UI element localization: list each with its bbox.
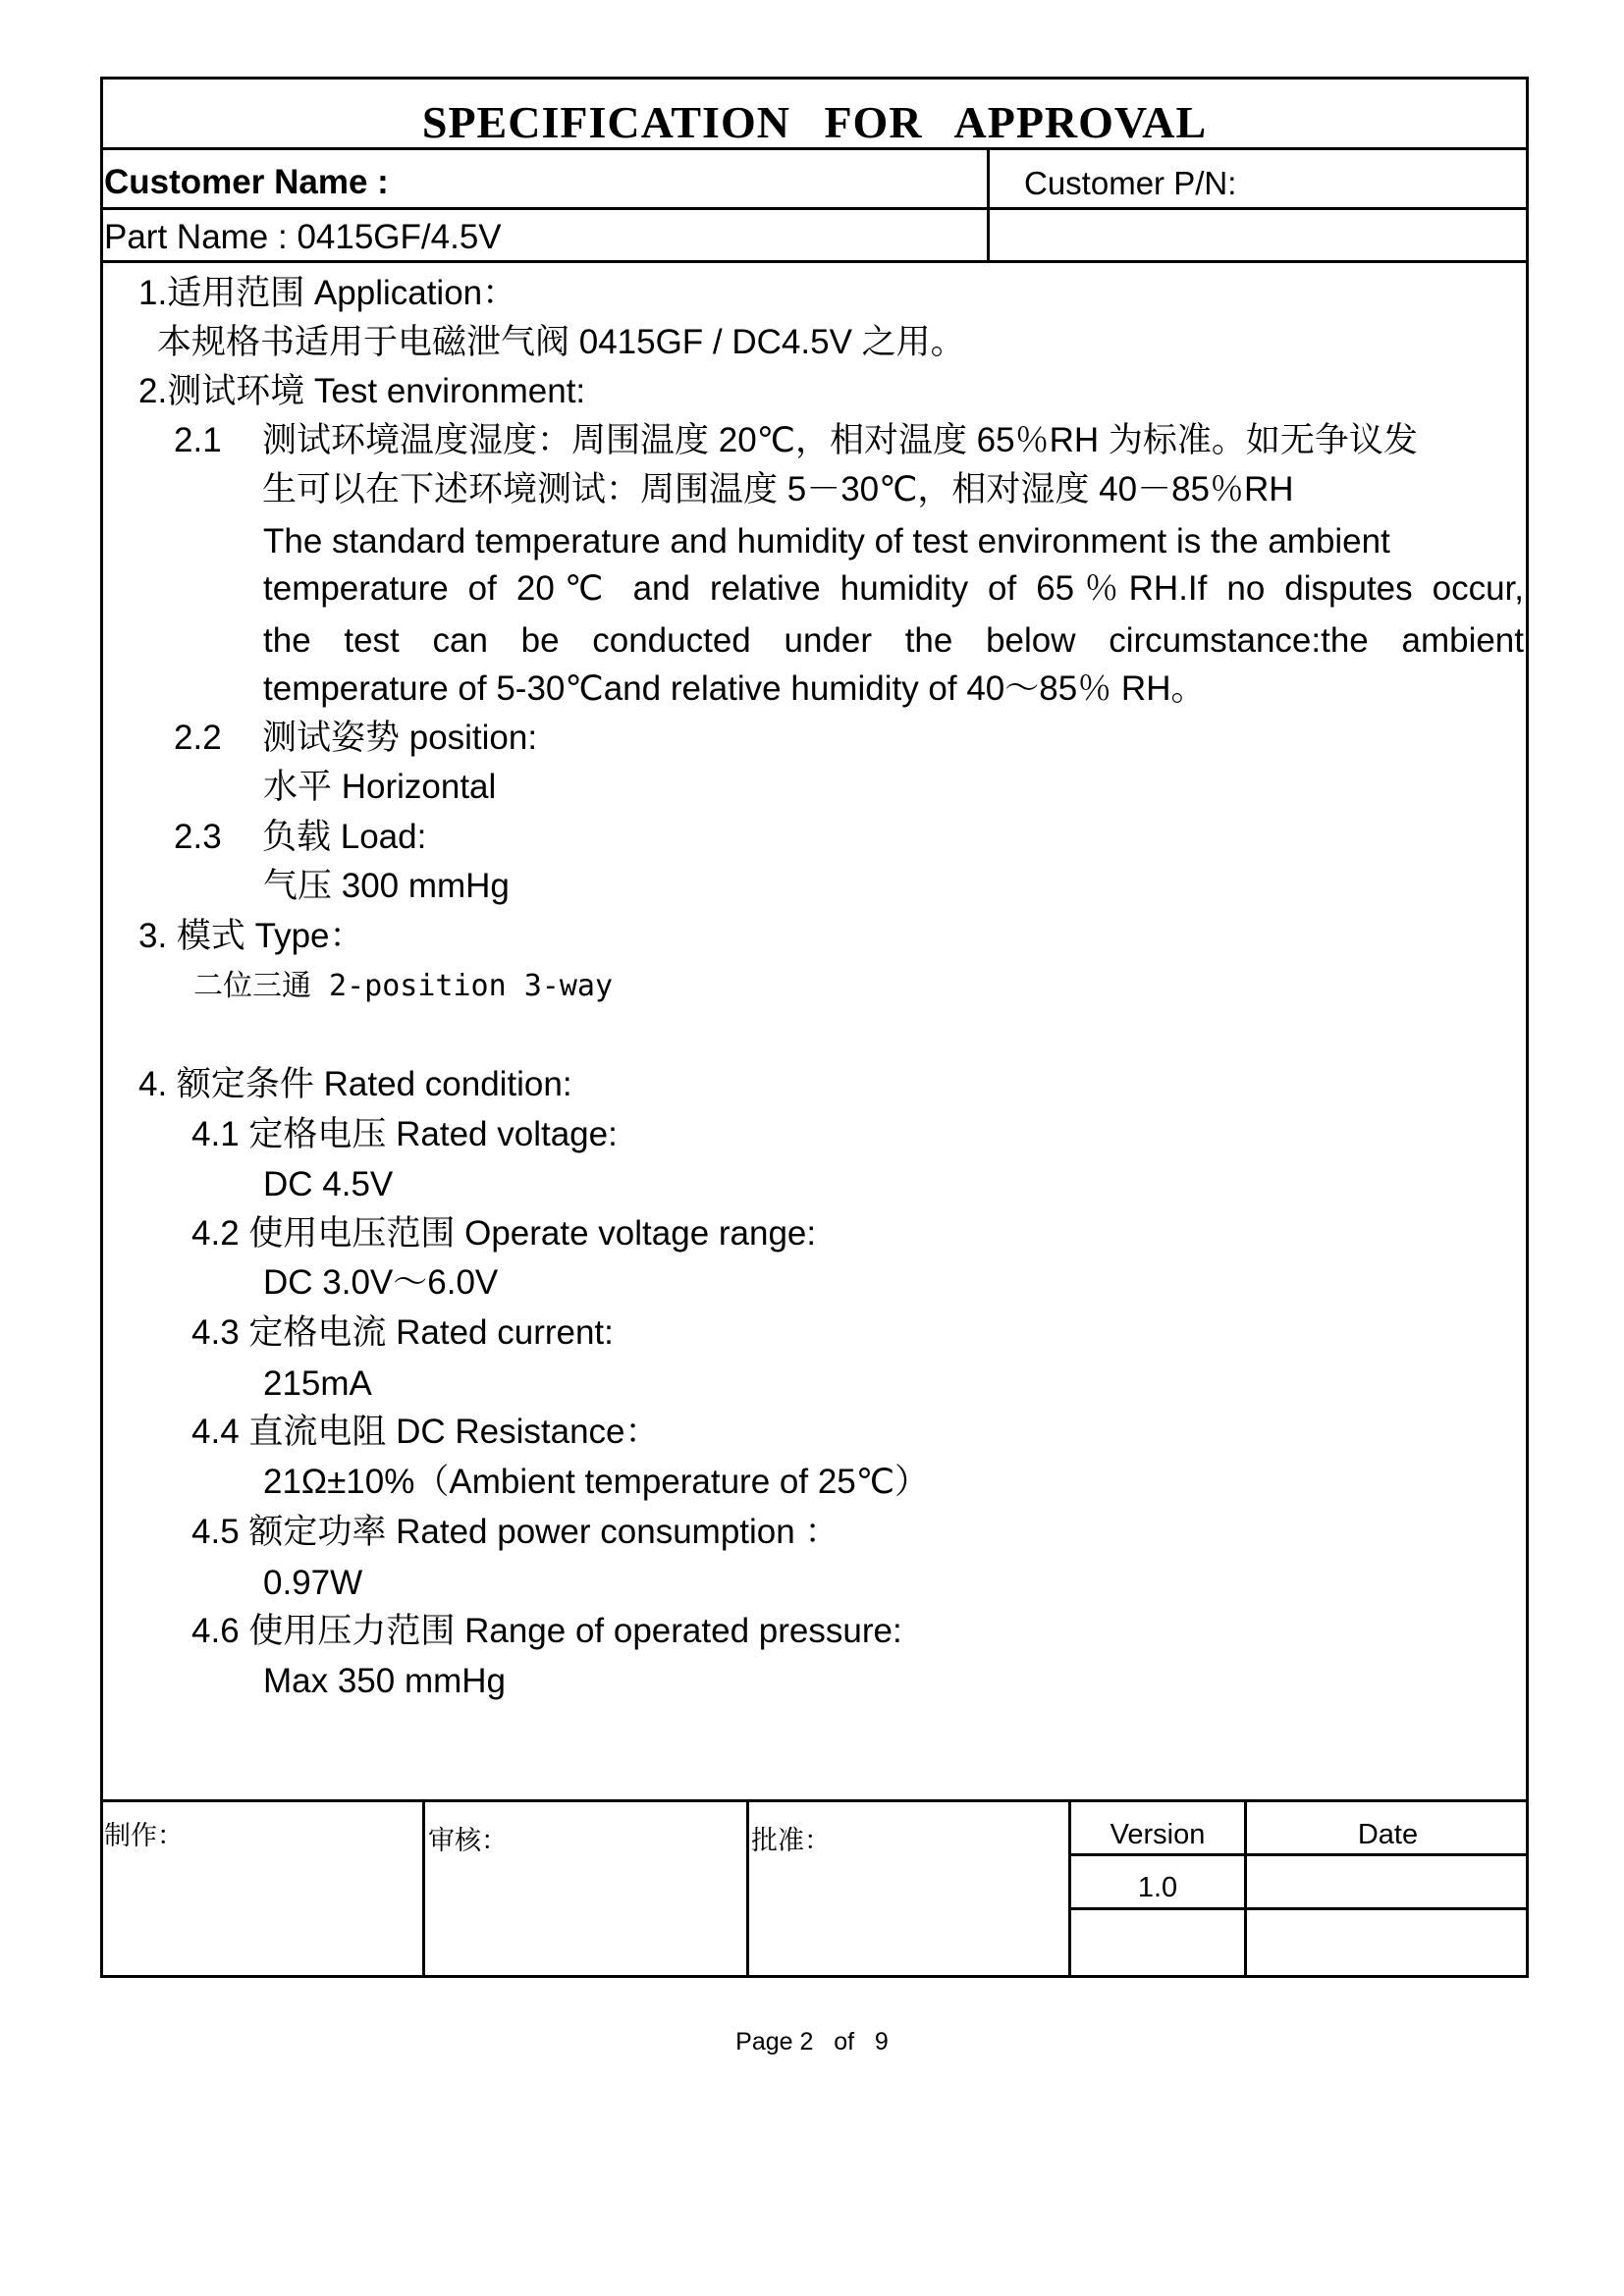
footer-version-rule-2 [1068,1907,1529,1910]
section-2-3-body: 气压 300 mmHg [263,867,510,905]
reviewed-by-label: 审核： [428,1826,508,1855]
part-name: Part Name : 0415GF/4.5V [104,218,502,256]
section-4-1: 4.1 定格电压 Rated voltage: [191,1115,618,1153]
section-4-4-value: 21Ω±10%（Ambient temperature of 25℃） [263,1463,930,1501]
section-2-2-number: 2.2 [174,719,222,757]
section-4-6-value: Max 350 mmHg [263,1662,507,1700]
version-label: Version [1110,1819,1206,1850]
section-2-1-cn-line2: 生可以在下述环境测试：周围温度 5－30℃，相对湿度 40－85％RH [262,470,1294,508]
section-3-heading: 3. 模式 Type： [138,917,364,955]
made-by-label: 制作： [104,1821,184,1850]
section-2-2-body: 水平 Horizontal [263,768,497,806]
section-4-3-value: 215mA [263,1364,372,1403]
section-4-2: 4.2 使用电压范围 Operate voltage range: [191,1214,817,1253]
rule-customer-split [987,147,990,263]
section-2-1-en-line2: temperature of 20℃ and relative humidity of 65％RH.If no disputes occur, [263,569,1524,608]
section-2-1-en-line4: temperature of 5-30℃and relative humidity of 40～85％ RH。 [263,669,1206,708]
section-4-5-value: 0.97W [263,1564,363,1602]
section-2-heading: 2.测试环境 Test environment: [138,372,586,410]
section-3-body: 二位三通 2-position 3-way [193,969,614,1003]
section-4-heading: 4. 额定条件 Rated condition: [138,1065,572,1103]
footer-version-rule-1 [1068,1853,1529,1856]
date-label: Date [1357,1819,1419,1850]
section-4-5: 4.5 额定功率 Rated power consumption ： [191,1513,839,1551]
page-title: SPECIFICATION FOR APPROVAL [421,97,1208,147]
section-2-3-heading: 负载 Load: [262,818,427,856]
footer-col-2 [746,1799,749,1978]
footer-col-1 [422,1799,425,1978]
section-4-2-value: DC 3.0V～6.0V [263,1263,499,1302]
section-2-1-number: 2.1 [174,421,222,459]
footer-table-top-rule [100,1799,1529,1802]
rule-under-partname [100,260,1529,263]
section-4-3: 4.3 定格电流 Rated current: [191,1313,614,1352]
version-value: 1.0 [1137,1872,1178,1903]
section-2-1-en-line3: the test can be conducted under the below circumstance:the ambient [263,621,1524,660]
page-number: Page 2 of 9 [735,2028,889,2056]
customer-name-label: Customer Name : [104,163,389,201]
section-2-2-heading: 测试姿势 position: [262,719,538,757]
section-2-1-en-line1: The standard temperature and humidity of test environment is the ambient [263,522,1390,561]
section-2-1-cn-line1: 测试环境温度湿度：周围温度 20℃，相对温度 65％RH 为标准。如无争议发 [262,421,1418,459]
section-4-1-value: DC 4.5V [263,1165,394,1203]
section-1-heading: 1.适用范围 Application： [138,274,517,312]
section-1-body: 本规格书适用于电磁泄气阀 0415GF / DC4.5V 之用。 [157,323,965,361]
section-2-3-number: 2.3 [174,818,222,856]
section-4-4: 4.4 直流电阻 DC Resistance： [191,1413,660,1451]
section-4-6: 4.6 使用压力范围 Range of operated pressure: [191,1612,902,1650]
customer-pn-label: Customer P/N: [1024,165,1237,201]
approved-by-label: 批准： [751,1826,831,1855]
rule-under-customer [100,207,1529,210]
